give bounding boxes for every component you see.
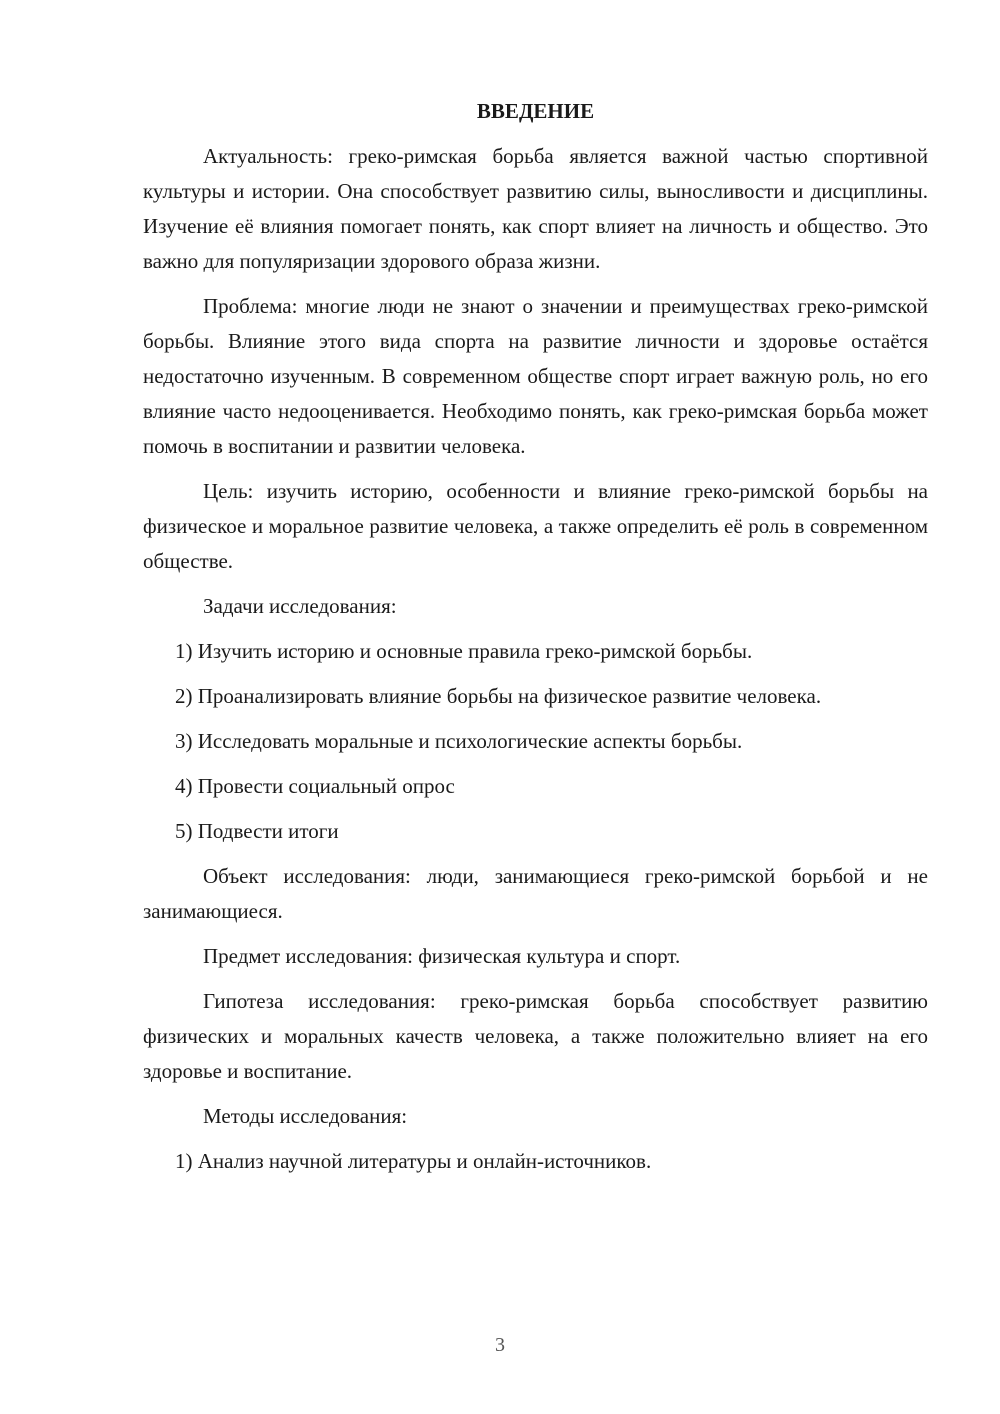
task-item: 2) Проанализировать влияние борьбы на физическое развитие человека.	[175, 684, 822, 708]
section-title: ВВЕДЕНИЕ	[476, 99, 595, 123]
goal-paragraph: Цель: изучить историю, особенности и влияние греко-римской борьбы на физическое и моральное развитие человека, а также определить её роль в современном обществе.	[143, 479, 928, 573]
document-page	[143, 96, 928, 1189]
task-item: 5) Подвести итоги	[175, 819, 339, 843]
subject-paragraph: Предмет исследования: физическая культура и спорт.	[203, 944, 681, 968]
hypothesis-paragraph: Гипотеза исследования: греко-римская борьба способствует развитию физических и моральных качеств человека, а также положительно влияет на его здоровье и воспитание.	[143, 989, 928, 1083]
methods-heading: Методы исследования:	[203, 1104, 408, 1128]
task-item: 1) Изучить историю и основные правила греко-римской борьбы.	[175, 639, 753, 663]
problem-paragraph: Проблема: многие люди не знают о значении и преимуществах греко-римской борьбы. Влияние этого вида спорта на развитие личности и здоровье остаётся недостаточно изученным. В современном обществе спорт играет важную роль, но его влияние часто недооценивается. Необходимо понять, как греко-римская борьба может помочь в воспитании и развитии человека.	[143, 294, 928, 458]
tasks-heading: Задачи исследования:	[203, 594, 397, 618]
page-number: 3	[495, 1334, 505, 1356]
relevance-paragraph: Актуальность: греко-римская борьба является важной частью спортивной культуры и истории. Она способствует развитию силы, выносливости и дисциплины. Изучение её влияния помогает понять, как спорт влияет на личность и общество. Это важно для популяризации здорового образа жизни.	[143, 144, 928, 273]
task-item: 3) Исследовать моральные и психологические аспекты борьбы.	[175, 729, 743, 753]
method-item: 1) Анализ научной литературы и онлайн-источников.	[175, 1149, 652, 1173]
task-item: 4) Провести социальный опрос	[175, 774, 455, 798]
object-paragraph: Объект исследования: люди, занимающиеся греко-римской борьбой и не занимающиеся.	[143, 864, 928, 923]
